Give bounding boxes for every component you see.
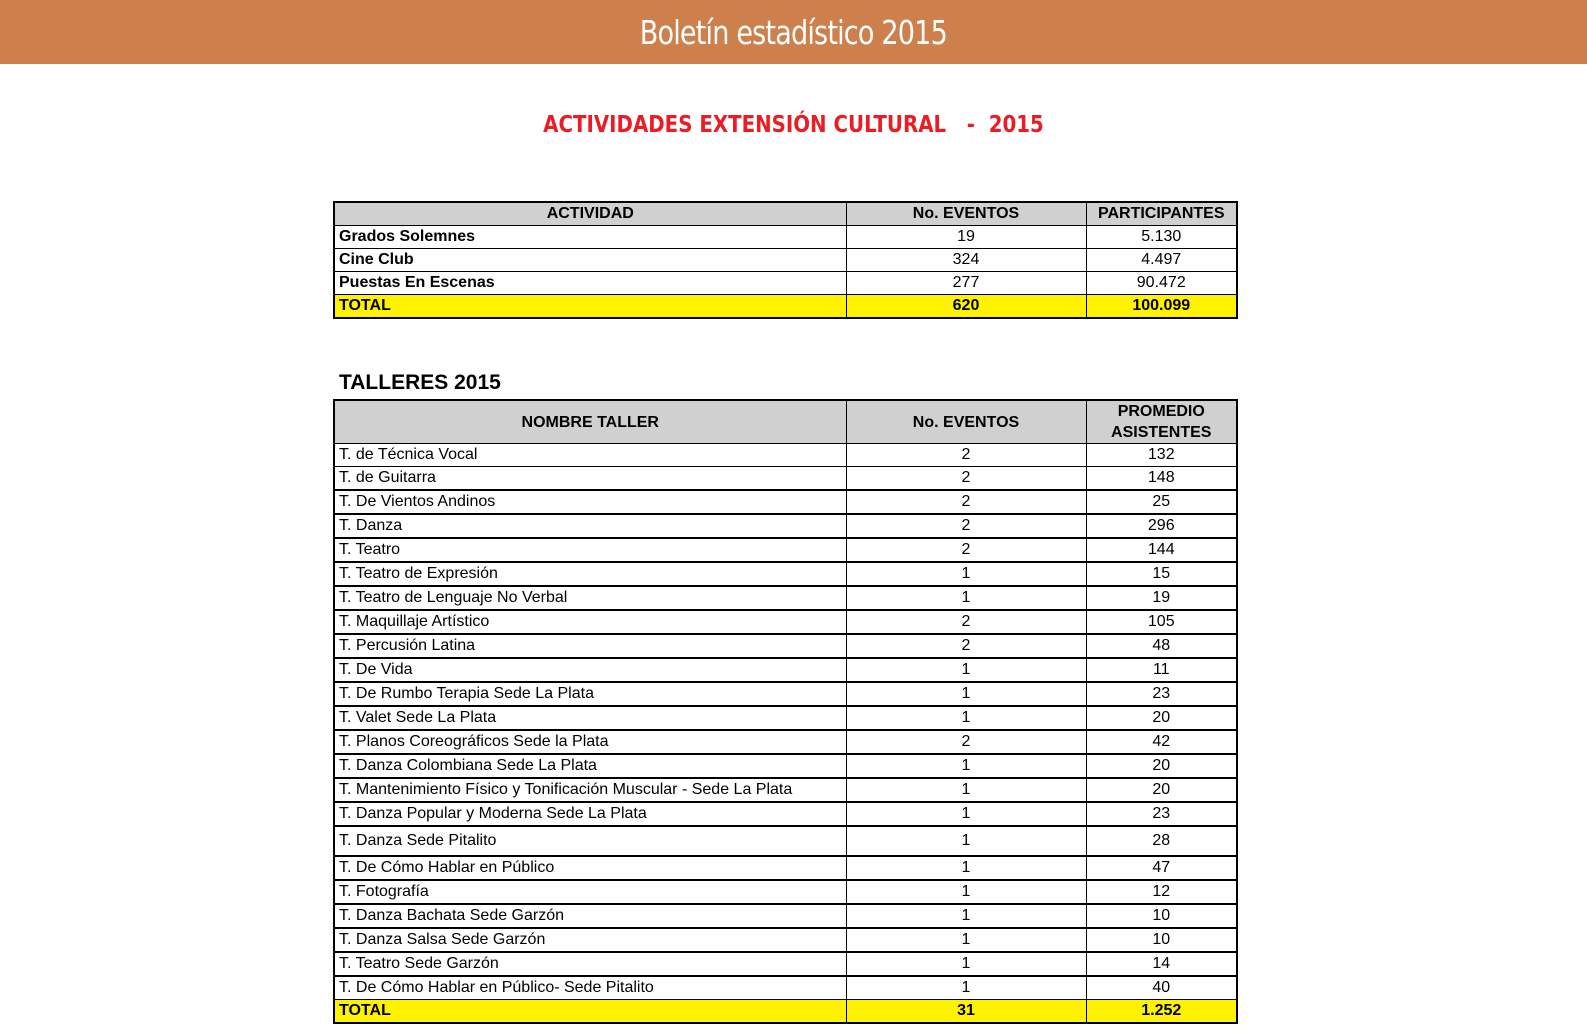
average-attendees: 20 xyxy=(1086,754,1237,778)
table-row xyxy=(334,880,1237,904)
workshop-name: T. Mantenimiento Físico y Tonificación Muscular - Sede La Plata xyxy=(334,778,846,802)
events-count: 1 xyxy=(846,928,1086,952)
table-row xyxy=(334,586,1237,610)
activities-table xyxy=(333,201,1238,319)
table-row xyxy=(334,226,1237,249)
participants-count: 90.472 xyxy=(1086,272,1237,295)
column-header-participants: PARTICIPANTES xyxy=(1086,202,1237,226)
events-count: 1 xyxy=(846,754,1086,778)
workshop-name: T. Danza Sede Pitalito xyxy=(334,826,846,856)
average-attendees: 25 xyxy=(1086,490,1237,514)
average-attendees: 15 xyxy=(1086,562,1237,586)
total-events: 620 xyxy=(846,295,1086,319)
average-attendees: 132 xyxy=(1086,444,1237,467)
column-header-events: No. EVENTOS xyxy=(846,202,1086,226)
section-title: ACTIVIDADES EXTENSIÓN CULTURAL - 2015 xyxy=(543,112,1044,138)
workshop-name: T. Danza Popular y Moderna Sede La Plata xyxy=(334,802,846,826)
workshop-name: T. Percusión Latina xyxy=(334,634,846,658)
table-row xyxy=(334,467,1237,491)
events-count: 1 xyxy=(846,856,1086,880)
average-attendees: 148 xyxy=(1086,467,1237,491)
table-row xyxy=(334,826,1237,856)
events-count: 2 xyxy=(846,538,1086,562)
average-attendees: 28 xyxy=(1086,826,1237,856)
events-count: 2 xyxy=(846,444,1086,467)
average-attendees: 47 xyxy=(1086,856,1237,880)
events-count: 2 xyxy=(846,634,1086,658)
events-count: 2 xyxy=(846,610,1086,634)
workshop-name: T. De Cómo Hablar en Público- Sede Pitalito xyxy=(334,976,846,1000)
average-attendees: 144 xyxy=(1086,538,1237,562)
events-count: 1 xyxy=(846,952,1086,976)
column-header-activity: ACTIVIDAD xyxy=(334,202,846,226)
table-row xyxy=(334,754,1237,778)
events-count: 1 xyxy=(846,682,1086,706)
average-attendees: 10 xyxy=(1086,928,1237,952)
average-attendees: 11 xyxy=(1086,658,1237,682)
workshop-name: T. Danza Colombiana Sede La Plata xyxy=(334,754,846,778)
total-row xyxy=(334,295,1237,319)
table-row xyxy=(334,610,1237,634)
events-count: 1 xyxy=(846,826,1086,856)
events-count: 1 xyxy=(846,880,1086,904)
activity-name: Cine Club xyxy=(334,249,846,272)
average-attendees: 48 xyxy=(1086,634,1237,658)
events-count: 1 xyxy=(846,778,1086,802)
workshop-name: T. de Técnica Vocal xyxy=(334,444,846,467)
workshop-name: T. De Cómo Hablar en Público xyxy=(334,856,846,880)
events-count: 1 xyxy=(846,658,1086,682)
bulletin-title: Boletín estadístico 2015 xyxy=(639,12,948,52)
workshop-name: T. Teatro xyxy=(334,538,846,562)
total-row xyxy=(334,1000,1237,1024)
table-row xyxy=(334,444,1237,467)
column-header-workshop-name: NOMBRE TALLER xyxy=(334,400,846,444)
talleres-title: TALLERES 2015 xyxy=(339,371,501,394)
table-row xyxy=(334,658,1237,682)
table-row xyxy=(334,778,1237,802)
events-count: 2 xyxy=(846,490,1086,514)
workshop-name: T. De Rumbo Terapia Sede La Plata xyxy=(334,682,846,706)
workshop-name: T. Teatro de Expresión xyxy=(334,562,846,586)
events-count: 324 xyxy=(846,249,1086,272)
average-attendees: 19 xyxy=(1086,586,1237,610)
average-attendees: 12 xyxy=(1086,880,1237,904)
table-row xyxy=(334,904,1237,928)
events-count: 1 xyxy=(846,586,1086,610)
table-header-row xyxy=(334,400,1237,444)
average-attendees: 10 xyxy=(1086,904,1237,928)
table-row xyxy=(334,514,1237,538)
talleres-table xyxy=(333,399,1238,1024)
table-row xyxy=(334,928,1237,952)
total-participants: 100.099 xyxy=(1086,295,1237,319)
events-count: 19 xyxy=(846,226,1086,249)
events-count: 1 xyxy=(846,904,1086,928)
workshop-name: T. Teatro Sede Garzón xyxy=(334,952,846,976)
total-average-attendees: 1.252 xyxy=(1086,1000,1237,1024)
table-row xyxy=(334,562,1237,586)
header-banner xyxy=(0,0,1587,64)
table-header-row xyxy=(334,202,1237,226)
workshop-name: T. Fotografía xyxy=(334,880,846,904)
events-count: 2 xyxy=(846,467,1086,491)
total-label: TOTAL xyxy=(334,1000,846,1024)
participants-count: 5.130 xyxy=(1086,226,1237,249)
table-row xyxy=(334,634,1237,658)
participants-count: 4.497 xyxy=(1086,249,1237,272)
column-header-average-attendees: PROMEDIO ASISTENTES xyxy=(1086,400,1237,444)
workshop-name: T. Maquillaje Artístico xyxy=(334,610,846,634)
table-row xyxy=(334,272,1237,295)
total-label: TOTAL xyxy=(334,295,846,319)
events-count: 1 xyxy=(846,706,1086,730)
workshop-name: T. De Vientos Andinos xyxy=(334,490,846,514)
workshop-name: T. Danza Salsa Sede Garzón xyxy=(334,928,846,952)
column-header-events: No. EVENTOS xyxy=(846,400,1086,444)
total-events: 31 xyxy=(846,1000,1086,1024)
table-row xyxy=(334,976,1237,1000)
workshop-name: T. Danza xyxy=(334,514,846,538)
events-count: 2 xyxy=(846,514,1086,538)
workshop-name: T. De Vida xyxy=(334,658,846,682)
table-row xyxy=(334,682,1237,706)
table-row xyxy=(334,856,1237,880)
events-count: 2 xyxy=(846,730,1086,754)
events-count: 277 xyxy=(846,272,1086,295)
average-attendees: 20 xyxy=(1086,778,1237,802)
workshop-name: T. Planos Coreográficos Sede la Plata xyxy=(334,730,846,754)
average-attendees: 296 xyxy=(1086,514,1237,538)
workshop-name: T. Teatro de Lenguaje No Verbal xyxy=(334,586,846,610)
table-row xyxy=(334,706,1237,730)
table-row xyxy=(334,538,1237,562)
table-row xyxy=(334,952,1237,976)
average-attendees: 40 xyxy=(1086,976,1237,1000)
average-attendees: 42 xyxy=(1086,730,1237,754)
table-row xyxy=(334,730,1237,754)
average-attendees: 20 xyxy=(1086,706,1237,730)
table-row xyxy=(334,802,1237,826)
table-row xyxy=(334,249,1237,272)
events-count: 1 xyxy=(846,562,1086,586)
average-attendees: 23 xyxy=(1086,802,1237,826)
average-attendees: 23 xyxy=(1086,682,1237,706)
workshop-name: T. de Guitarra xyxy=(334,467,846,491)
activity-name: Grados Solemnes xyxy=(334,226,846,249)
table-row xyxy=(334,490,1237,514)
workshop-name: T. Danza Bachata Sede Garzón xyxy=(334,904,846,928)
events-count: 1 xyxy=(846,976,1086,1000)
average-attendees: 105 xyxy=(1086,610,1237,634)
workshop-name: T. Valet Sede La Plata xyxy=(334,706,846,730)
average-attendees: 14 xyxy=(1086,952,1237,976)
events-count: 1 xyxy=(846,802,1086,826)
activity-name: Puestas En Escenas xyxy=(334,272,846,295)
